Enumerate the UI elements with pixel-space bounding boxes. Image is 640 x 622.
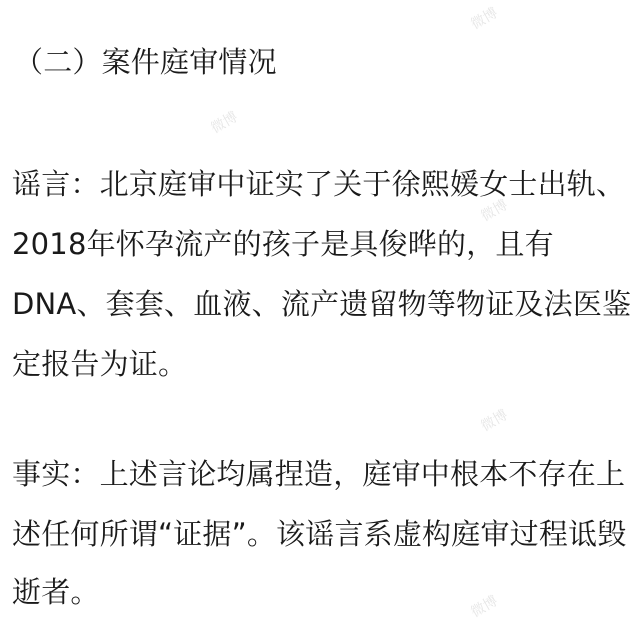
watermark: 微博 [468,592,501,621]
rumor-line: 定报告为证。 [12,347,188,381]
rumor-line: 谣言：北京庭审中证实了关于徐熙媛女士出轨、 [12,167,626,201]
watermark: 微博 [478,196,511,225]
watermark: 微博 [208,108,241,137]
rumor-line: DNA、套套、血液、流产遗留物等物证及法医鉴 [12,287,632,321]
watermark: 微博 [478,406,511,435]
rumor-line: 2018年怀孕流产的孩子是具俊晔的，且有 [12,227,554,261]
section-heading: （二）案件庭审情况 [14,45,277,79]
fact-line: 事实：上述言论均属捏造，庭审中根本不存在上 [12,457,626,491]
fact-line: 述任何所谓“证据”。该谣言系虚构庭审过程诋毁 [12,517,627,551]
fact-line: 逝者。 [12,575,100,609]
watermark: 微博 [468,4,501,33]
